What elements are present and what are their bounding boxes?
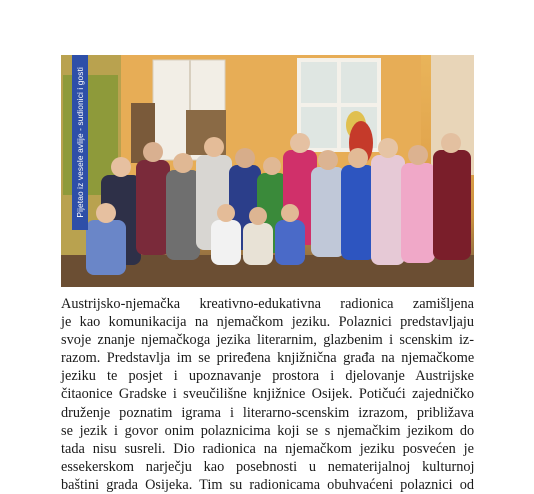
photo-caption: Pijetao iz vesele avlije - sudionici i gosti [75,67,85,218]
article-line: čitaonice Gradske i sveučilišne knjižnice Osijek. Potičući zajedničko [61,386,474,403]
article-line: baštini grada Osijeka. Tim su radionicama obuhvaćeni polaznici od [61,476,474,493]
photo-caption-band [72,55,88,230]
article-line: jeziku te posjet i upoznavanje prostora i djelovanje Austrijske [61,368,474,385]
article-line: razom. Predstavlja im se priređena knjižnična građa na njemačkome [61,350,475,367]
article-line: je kao komunikacija na njemačkom jeziku. Polaznici predstavljaju [61,314,474,331]
photo-scene [61,55,474,287]
article-line: tada nisu susreli. Dio radionica na njemačkom jeziku posvećen je [61,440,474,457]
group-photo [61,55,474,287]
article-line: Austrijsko-njemačka kreativno-edukativna radionica zamišljena [61,296,474,312]
article-body [61,295,474,494]
article-line: essekerskom narječju kao posebnosti u nematerijalnoj kulturnoj [61,458,475,475]
article-line: se jezik i govor onim polaznicima koji se s njemačkim jezikom do [61,422,475,439]
article-line: druženje poznatim igrama i literarno-scenskim izrazom, približava [61,404,474,421]
article-line: svoje znanje njemačkoga jezika literarnim, glazbenim i scenskim iz- [61,332,475,349]
